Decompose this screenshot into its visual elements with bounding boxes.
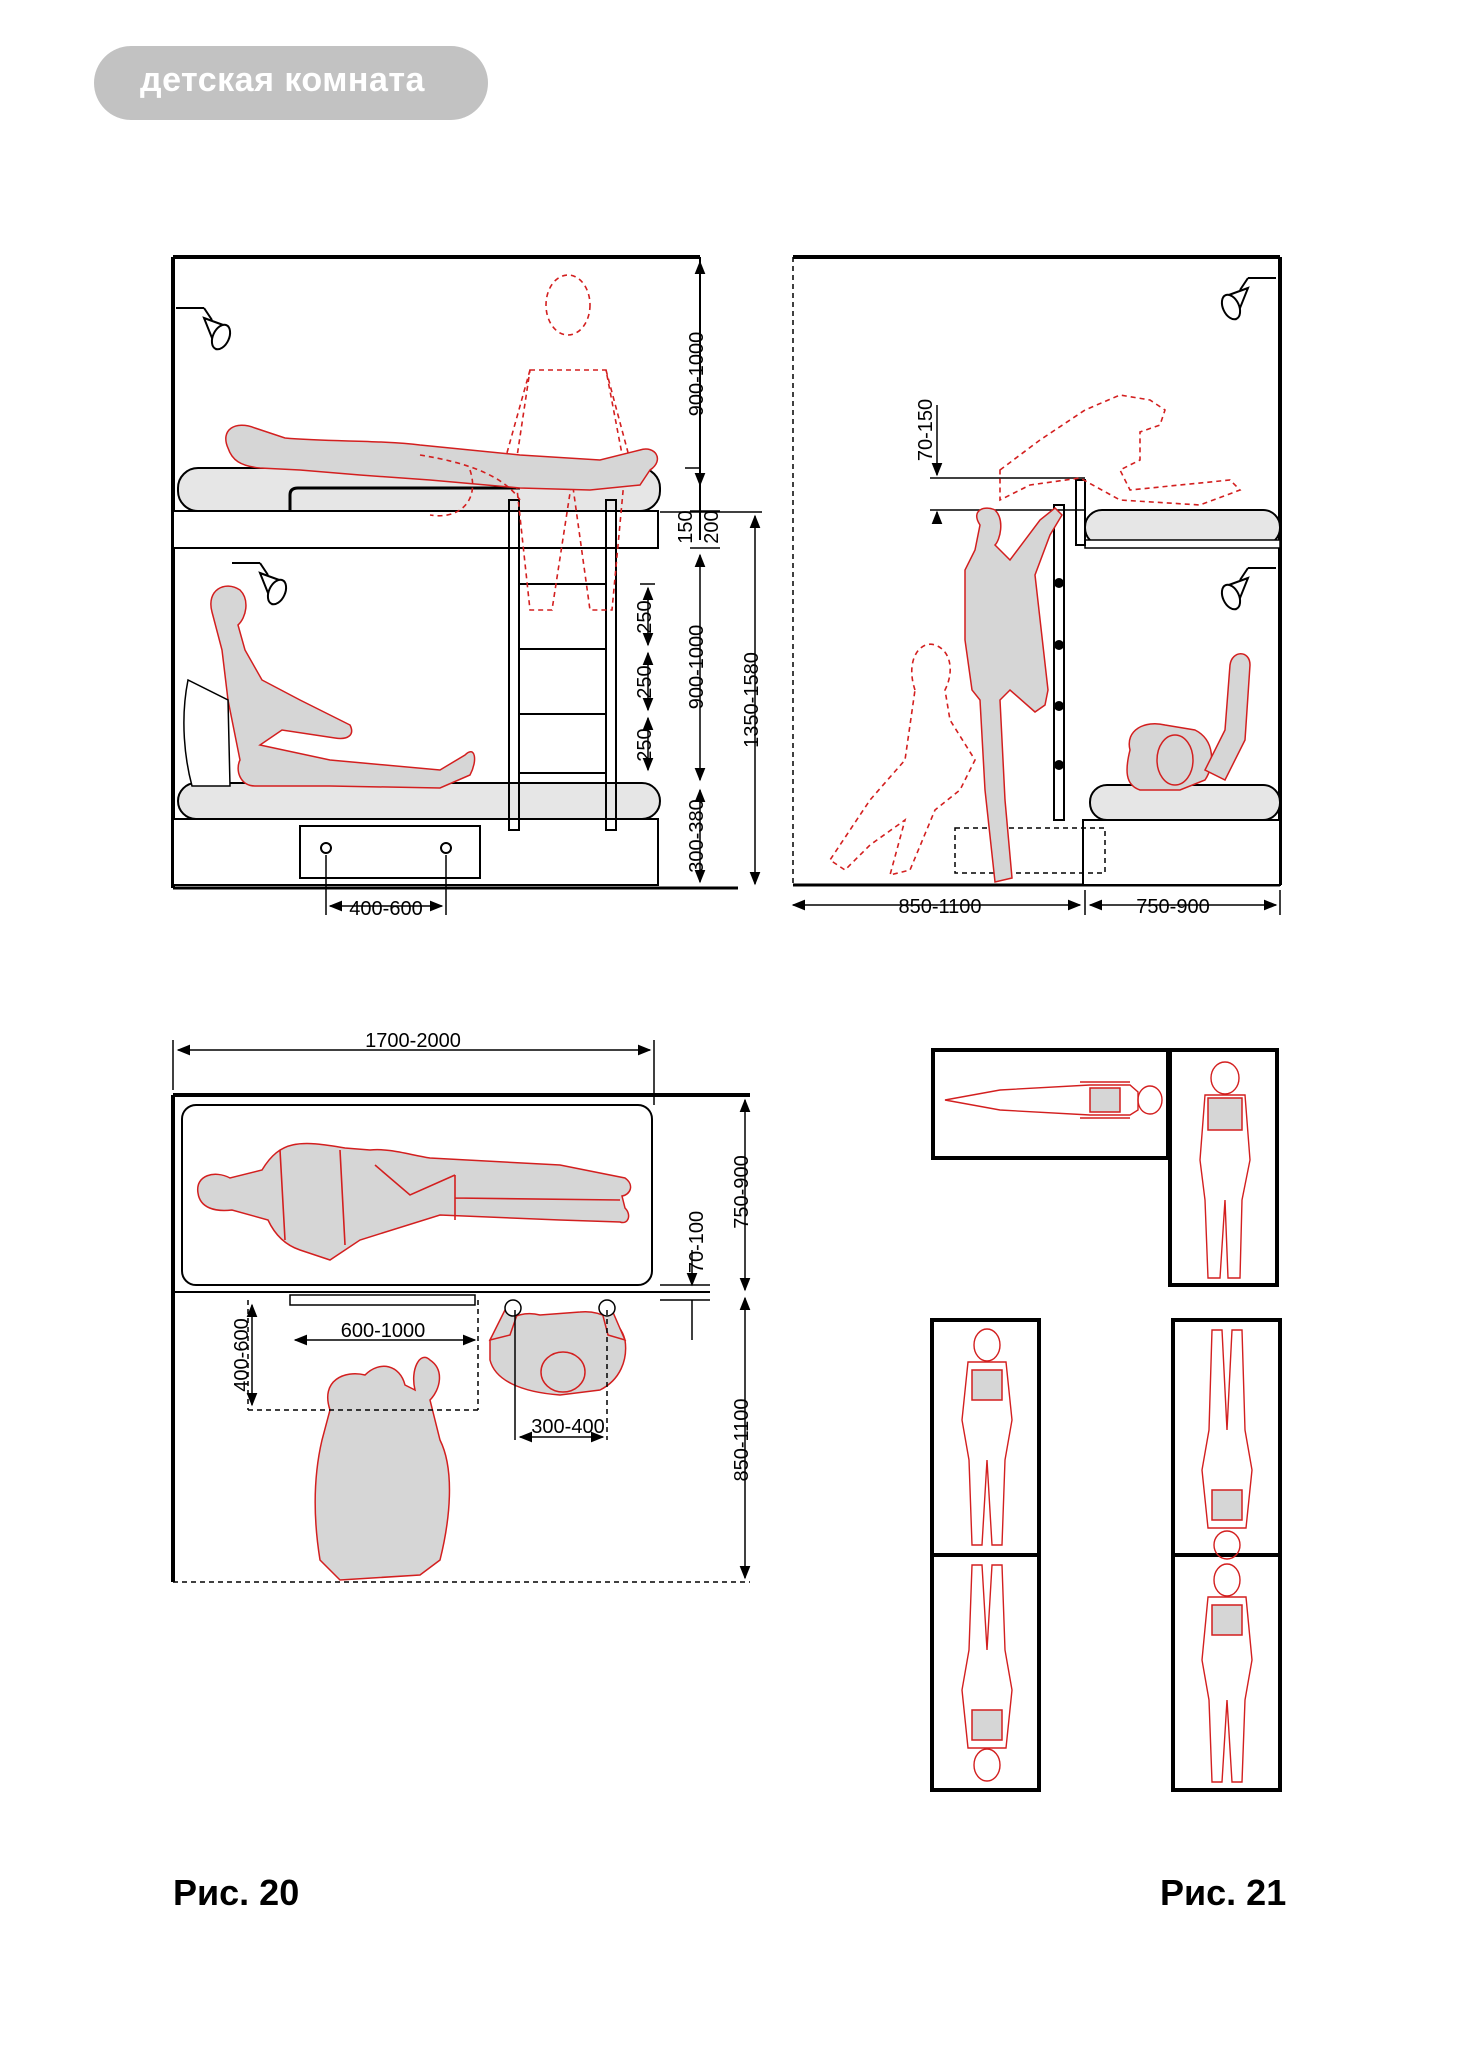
dim-ladder-step: 250 xyxy=(634,728,656,762)
crouching-child-outline xyxy=(830,644,975,875)
bed-plan-view xyxy=(173,1030,753,1582)
dim-ladder-step: 250 xyxy=(634,665,656,699)
dim-ladder-step: 250 xyxy=(634,600,656,634)
dim-lower-bed-height: 300-380 xyxy=(686,799,708,873)
dim-rail: 70-150 xyxy=(915,398,937,462)
dim-lower-clearance: 900-1000 xyxy=(686,624,708,710)
dim-bed-width: 750-900 xyxy=(1136,896,1210,918)
dim-handle-spacing-plan: 300-400 xyxy=(531,1416,605,1438)
dim-total-height: 1350-1580 xyxy=(741,652,763,748)
dim-clearance-front: 850-1100 xyxy=(898,896,982,918)
bunk-bed-elevation xyxy=(173,257,763,920)
dim-gap: 70-100 xyxy=(686,1210,708,1274)
wall-lamp-icon xyxy=(176,308,234,352)
dim-drawer-depth: 400-600 xyxy=(231,1318,253,1392)
wall-lamp-icon xyxy=(1218,278,1276,322)
figure-caption-left: Рис. 20 xyxy=(173,1872,300,1913)
climbing-child-figure xyxy=(965,508,1062,882)
crawling-child-outline xyxy=(1000,395,1240,505)
dim-clearance-plan: 850-1100 xyxy=(731,1398,753,1482)
dim-drawer-width: 600-1000 xyxy=(340,1320,426,1342)
sitting-child-figure xyxy=(211,586,475,788)
dim-top-clearance: 900-1000 xyxy=(686,331,708,417)
dim-bed-length: 1700-2000 xyxy=(365,1030,461,1052)
section-title: детская комната xyxy=(140,61,425,99)
dim-bed-frame: 200 xyxy=(701,510,723,544)
dim-mattress: 150 xyxy=(675,510,697,544)
ladder xyxy=(509,500,616,830)
upper-frame xyxy=(173,511,658,548)
sitting-child-plan xyxy=(315,1357,449,1580)
bunk-bed-side-elevation xyxy=(793,257,1280,918)
ladder-side xyxy=(1054,505,1064,820)
wall-lamp-icon xyxy=(1218,568,1276,612)
standing-child-outline xyxy=(505,275,630,610)
torso-shade xyxy=(1208,1098,1242,1130)
bed-arrangements xyxy=(932,1050,1280,1790)
figure-caption-right: Рис. 21 xyxy=(1160,1872,1287,1913)
lower-mattress xyxy=(178,783,660,819)
dim-handle-spacing: 400-600 xyxy=(349,898,423,920)
dim-bed-width-plan: 750-900 xyxy=(731,1155,753,1229)
